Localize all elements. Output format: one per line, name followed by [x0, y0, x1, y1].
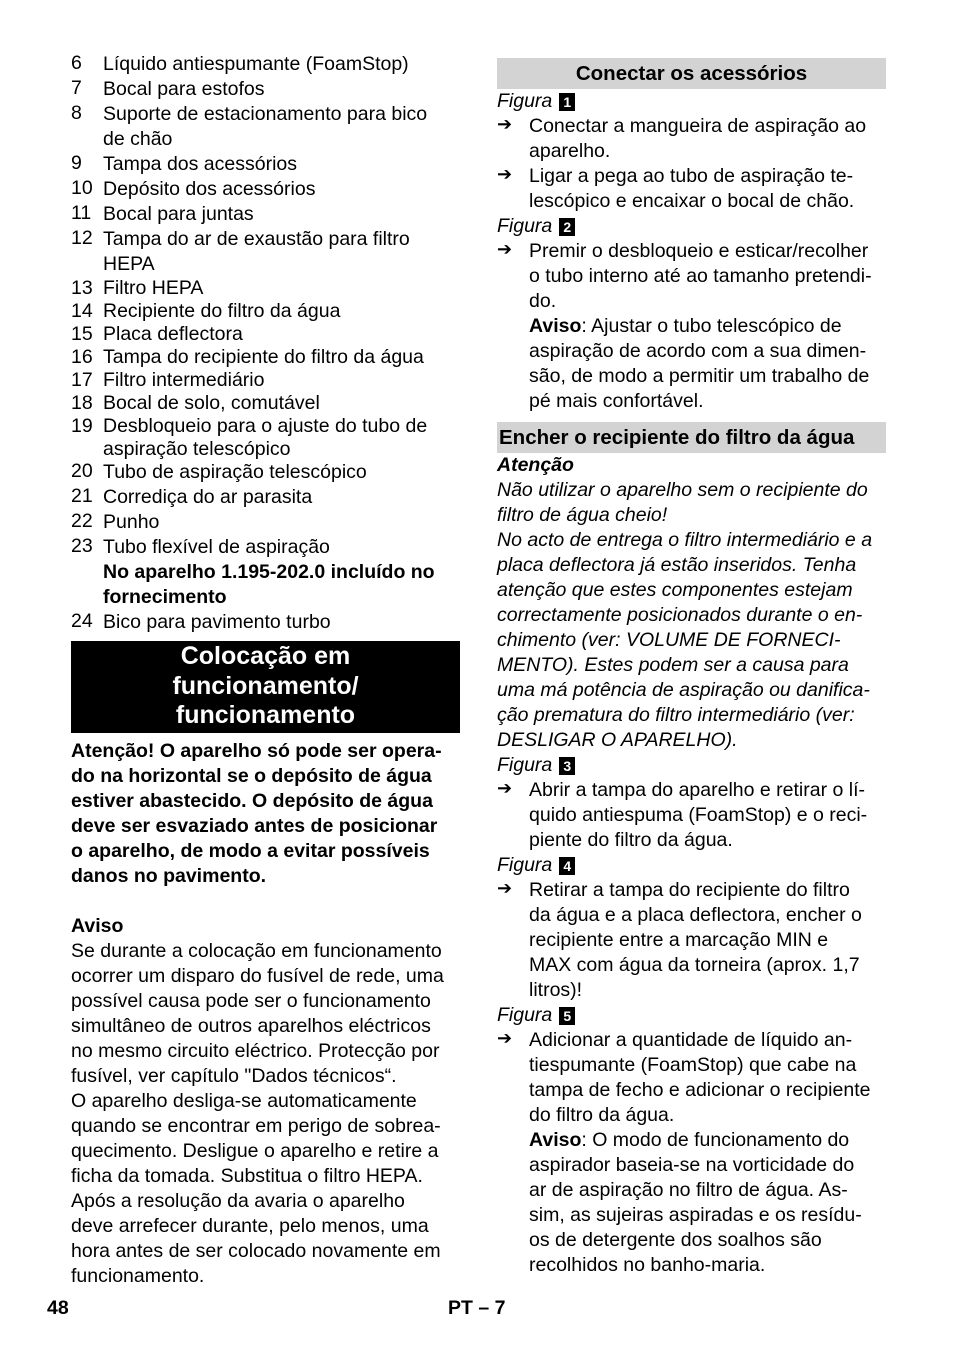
item-text: Punho [103, 511, 160, 533]
list-item [71, 460, 460, 485]
aviso-heading: Aviso [71, 914, 124, 937]
item-number: 6 [71, 52, 82, 74]
figure-ref: Figura 4 [497, 853, 886, 878]
list-item [71, 300, 460, 323]
instruction-step: ➔ Retirar a tampa do recipiente do filtro da água e a placa deflectora, encher o recipiente entre a marcação MIN e MAX com água da torneira (aprox. 1,7 litros)! [497, 878, 862, 1001]
note-label: Aviso [529, 315, 582, 337]
list-item [71, 535, 460, 560]
list-item [71, 369, 460, 392]
item-number: 10 [71, 177, 93, 199]
arrow-icon: ➔ [497, 1028, 513, 1048]
item-text: Tampa do ar de exaustão para filtro [103, 228, 410, 250]
item-text: Tampa dos acessórios [103, 153, 298, 175]
figure-ref: Figura 5 [497, 1003, 886, 1028]
list-item [71, 177, 460, 202]
item-number: 7 [71, 77, 82, 99]
item-text: Tampa do recipiente do filtro da água [103, 346, 424, 368]
figure-ref: Figura 2 [497, 214, 886, 239]
item-number: 18 [71, 392, 93, 414]
item-number: 22 [71, 510, 93, 532]
right-column [497, 58, 886, 1278]
section-heading: Conectar os acessórios [497, 58, 886, 89]
figure-number-icon: 2 [559, 218, 575, 236]
item-number: 9 [71, 152, 82, 174]
instruction-step: ➔ Adicionar a quantidade de líquido an- tiespumante (FoamStop) que cabe na tampa de fecho e adicionar o recipiente do filtro da água. Aviso: O modo de funcionamento do aspirador baseia-se na vorticidade do ar de aspiração no filtro de água. As- sim, as sujeiras aspiradas e os resídu- os de detergente dos soalhos são recolhidos no banho-maria. [497, 1028, 871, 1276]
left-column [71, 52, 460, 1289]
arrow-icon: ➔ [497, 114, 513, 134]
item-number: 17 [71, 369, 93, 391]
item-text: Recipiente do filtro da água [103, 300, 341, 322]
item-number: 11 [71, 202, 92, 224]
list-item [71, 560, 460, 610]
instruction-step: ➔ Abrir a tampa do aparelho e retirar o lí- quido antiespuma (FoamStop) e o reci- piente do filtro da água. [497, 778, 868, 851]
item-text: Corrediça do ar parasita [103, 486, 313, 508]
item-number: 19 [71, 415, 93, 437]
item-text: aspiração telescópico [103, 438, 291, 460]
arrow-icon: ➔ [497, 778, 513, 798]
item-number: 13 [71, 277, 93, 299]
item-text: Líquido antiespumante (FoamStop) [103, 53, 409, 75]
warning-paragraph: Atenção! O aparelho só pode ser opera- do na horizontal se o depósito de água estiver abastecido. O depósito de água deve ser esvaziado antes de posicionar o aparelho, de modo a evitar possíveis danos no pavimento. [71, 739, 442, 887]
figure-ref: Figura 1 [497, 89, 886, 114]
item-text: Suporte de estacionamento para bico [103, 103, 428, 125]
included-note: fornecimento [103, 586, 227, 608]
list-item [71, 77, 460, 102]
item-number: 8 [71, 102, 82, 124]
item-text: Bico para pavimento turbo [103, 611, 331, 633]
item-text: Placa deflectora [103, 323, 243, 345]
list-item [71, 346, 460, 369]
list-item [71, 227, 460, 277]
list-item [71, 610, 460, 635]
item-text: Tubo de aspiração telescópico [103, 461, 367, 483]
item-number: 15 [71, 323, 93, 345]
item-text: de chão [103, 128, 173, 150]
figure-number-icon: 4 [559, 857, 575, 875]
figure-ref: Figura 3 [497, 753, 886, 778]
section-page-label: PT – 7 [448, 1297, 506, 1319]
item-text: Bocal de solo, comutável [103, 392, 320, 414]
list-item [71, 152, 460, 177]
item-number: 23 [71, 535, 93, 557]
item-text: Filtro HEPA [103, 277, 204, 299]
attention-heading: Atenção [497, 454, 574, 476]
item-text: Tubo flexível de aspiração [103, 536, 330, 558]
item-text: Bocal para juntas [103, 203, 254, 225]
page-number: 48 [47, 1297, 69, 1319]
item-text: HEPA [103, 253, 155, 275]
arrow-icon: ➔ [497, 239, 513, 259]
list-item [71, 102, 460, 152]
parts-list [71, 52, 460, 635]
aviso-paragraph: Se durante a colocação em funcionamento ocorrer um disparo do fusível de rede, uma possível causa pode ser o funcionamento simultâneo de outros aparelhos eléctricos no mesmo circuito eléctrico. Protecção por fusível, ver capítulo "Dados técnicos“. O aparelho desliga-se automaticamente quando se encontrar em perigo de sobrea- quecimento. Desligue o aparelho e retire a ficha da tomada. Substitua o filtro HEPA. Após a resolução da avaria o aparelho deve arrefecer durante, pelo menos, uma hora antes de ser colocado novamente em funcionamento. [71, 939, 444, 1287]
included-note: No aparelho 1.195-202.0 incluído no [103, 561, 435, 583]
figure-number-icon: 1 [559, 93, 575, 111]
item-number: 20 [71, 460, 93, 482]
list-item [71, 485, 460, 510]
item-text: Desbloqueio para o ajuste do tubo de [103, 415, 428, 437]
arrow-icon: ➔ [497, 164, 513, 184]
figure-number-icon: 5 [559, 1007, 575, 1025]
list-item [71, 415, 460, 460]
list-item [71, 52, 460, 77]
item-text: Filtro intermediário [103, 369, 265, 391]
item-number: 12 [71, 227, 93, 249]
instruction-step: ➔ Ligar a pega ao tubo de aspiração te- lescópico e encaixar o bocal de chão. [497, 164, 855, 212]
note-label: Aviso [529, 1129, 582, 1151]
list-item [71, 323, 460, 346]
item-number: 24 [71, 610, 93, 632]
attention-paragraph: Não utilizar o aparelho sem o recipiente do filtro de água cheio! No acto de entrega o filtro intermediário e a placa deflectora já estão inseridos. Tenha atenção que estes componentes estejam correctamente posicionados durante o en- chimento (ver: VOLUME DE FORNECI- MENTO). Estes podem ser a causa para uma má potência de aspiração ou danifica- ção prematura do filtro intermediário (ver: DESLIGAR O APARELHO). [497, 479, 873, 751]
list-item [71, 392, 460, 415]
figure-number-icon: 3 [559, 757, 575, 775]
item-number: 16 [71, 346, 93, 368]
list-item [71, 510, 460, 535]
item-text: Depósito dos acessórios [103, 178, 316, 200]
instruction-step: ➔ Conectar a mangueira de aspiração ao aparelho. [497, 114, 867, 162]
item-number: 14 [71, 300, 93, 322]
item-text: Bocal para estofos [103, 78, 265, 100]
instruction-step: ➔ Premir o desbloqueio e esticar/recolher o tubo interno até ao tamanho pretendi- do. Aviso: Ajustar o tubo telescópico de aspiração de acordo com a sua dimen- são, de modo a permitir um trabalho de pé mais confortável. [497, 239, 872, 412]
list-item [71, 277, 460, 300]
item-number: 21 [71, 485, 93, 507]
chapter-heading: Colocação em funcionamento/ funcionamento [71, 641, 460, 733]
section-heading: Encher o recipiente do filtro da água [497, 422, 886, 453]
list-item [71, 202, 460, 227]
arrow-icon: ➔ [497, 878, 513, 898]
